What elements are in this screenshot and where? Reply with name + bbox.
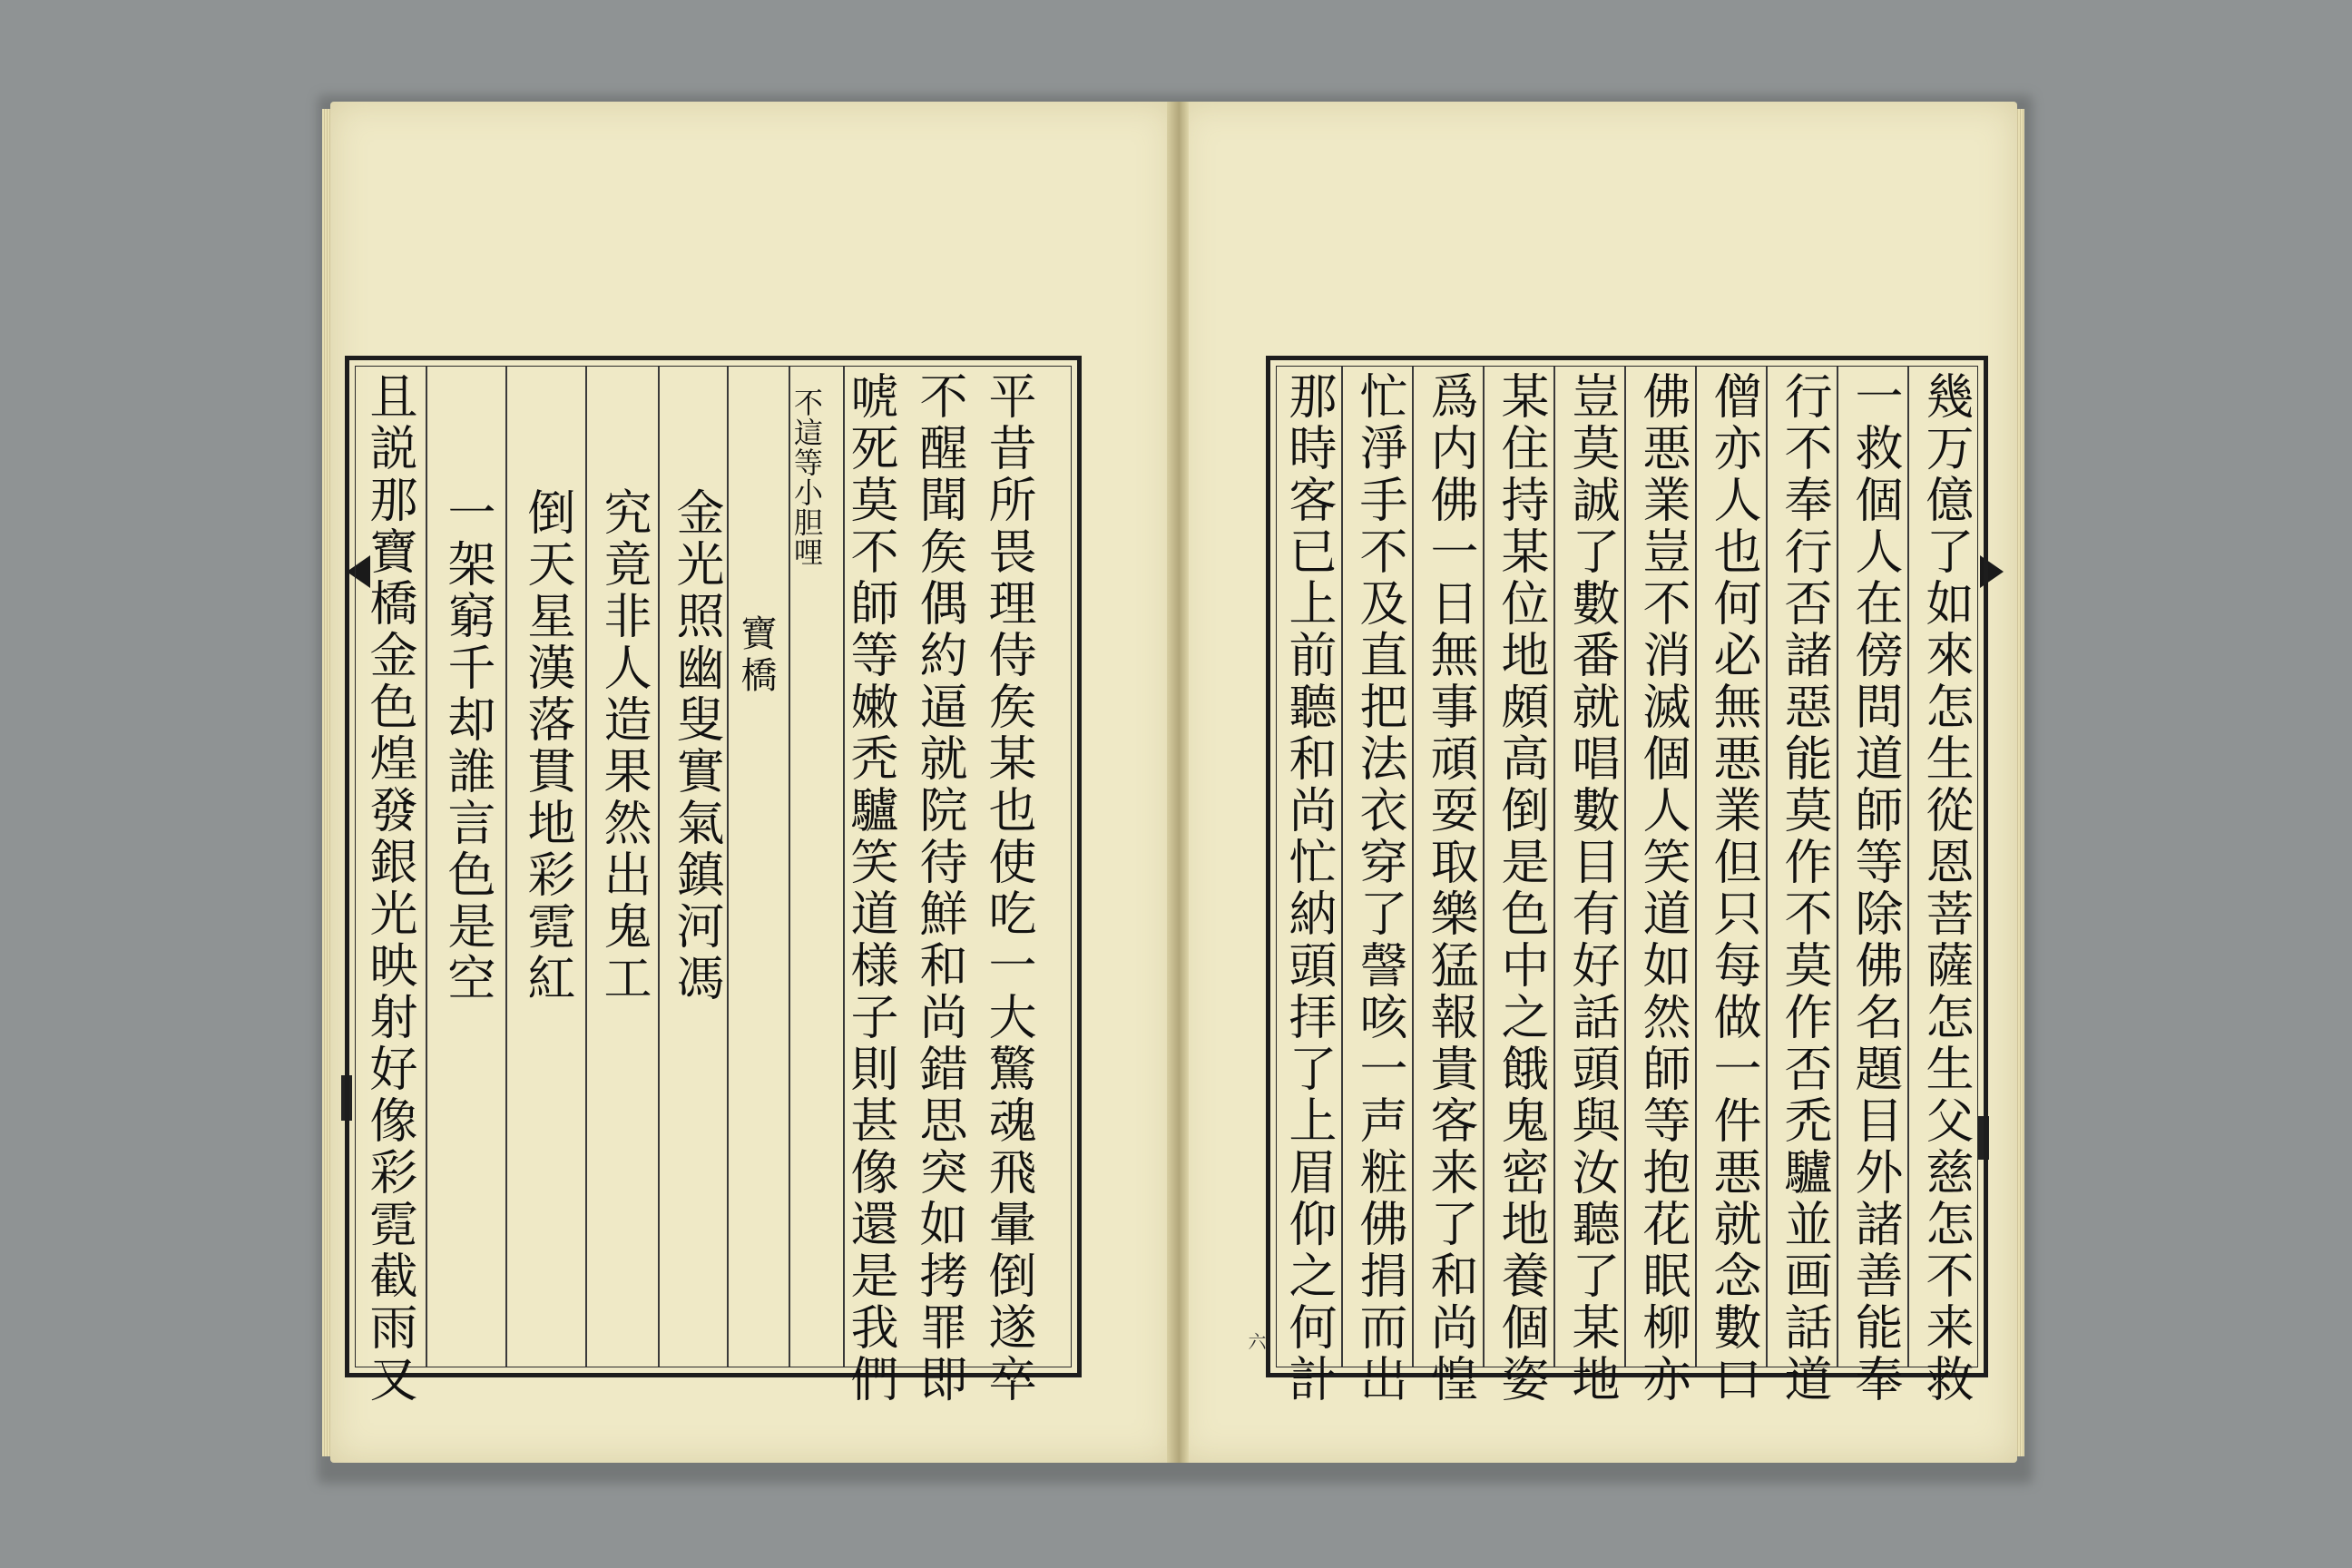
column-rule <box>1766 366 1768 1367</box>
column-rule <box>585 366 587 1367</box>
column-rule <box>789 366 790 1367</box>
text-column: 忙淨手不及直把法衣穿了謦咳一声粧佛捐而出 <box>1352 371 1407 1406</box>
text-column: 僧亦人也何必無悪業但只每做一件悪就念數口 <box>1706 371 1761 1406</box>
book-gutter <box>1167 102 1189 1463</box>
text-column: 行不奉行否諸惡能莫作不莫作否禿驢並画話道 <box>1777 371 1832 1406</box>
poem-line: 金光照幽叟實氣鎮河馮 <box>669 487 724 1004</box>
text-column: 那時客已上前聽和尚忙納頭拝了上眉仰之何計 <box>1281 371 1337 1406</box>
text-column: 不這等小胆哩 <box>789 387 824 567</box>
text-column: 某住持某位地頗高倒是色中之餓鬼密地養個姿 <box>1494 371 1549 1406</box>
column-rule <box>1553 366 1555 1367</box>
folio-number: 六 <box>1245 1332 1267 1350</box>
poem-line: 倒天星漢落貫地彩霓紅 <box>520 487 575 1004</box>
column-rule <box>1837 366 1838 1367</box>
text-column: 佛悪業豈不消滅個人笑道如然師等抱花眠柳亦 <box>1635 371 1690 1406</box>
column-rule <box>1341 366 1343 1367</box>
text-column: 唬死莫不師等嫩秃驢笑道様子則甚像還是我們 <box>843 371 898 1406</box>
text-column: 不醒聞矦偶約逼就院待鮮和尚錯思突如拷罪即 <box>912 371 967 1406</box>
text-column: 平昔所畏理侍矦某也使吃一大驚魂飛暈倒遂卒 <box>981 371 1036 1406</box>
column-rule <box>1907 366 1909 1367</box>
column-rule <box>1483 366 1485 1367</box>
column-rule <box>1624 366 1626 1367</box>
column-rule <box>505 366 507 1367</box>
column-rule <box>843 366 845 1367</box>
left-text-frame <box>345 356 1082 1406</box>
column-rule <box>1695 366 1697 1367</box>
column-rule <box>727 366 729 1367</box>
poem-line: 究竟非人造果然出鬼工 <box>596 487 652 1004</box>
text-column: 且説那寶橋金色煌發銀光映射好像彩霓截雨又 <box>362 371 417 1406</box>
text-column: 幾万億了如來怎生從恩菩薩怎生父慈怎不来救 <box>1918 371 1974 1406</box>
poem-line: 一架窮千却誰言色是空 <box>440 487 495 1004</box>
text-column: 豈莫誠了數番就唱數目有好話頭與汝聽了某地 <box>1564 371 1620 1406</box>
poem-title: 寶橋 <box>735 614 777 698</box>
right-text-frame <box>1266 356 1988 1406</box>
text-column: 爲内佛一日無事頑耍取樂猛報貴客来了和尚惶 <box>1423 371 1478 1406</box>
column-rule <box>658 366 660 1367</box>
column-rule <box>426 366 427 1367</box>
column-rule <box>1412 366 1414 1367</box>
text-column: 一救個人在傍問道師等除佛名題目外諸善能奉 <box>1847 371 1903 1406</box>
